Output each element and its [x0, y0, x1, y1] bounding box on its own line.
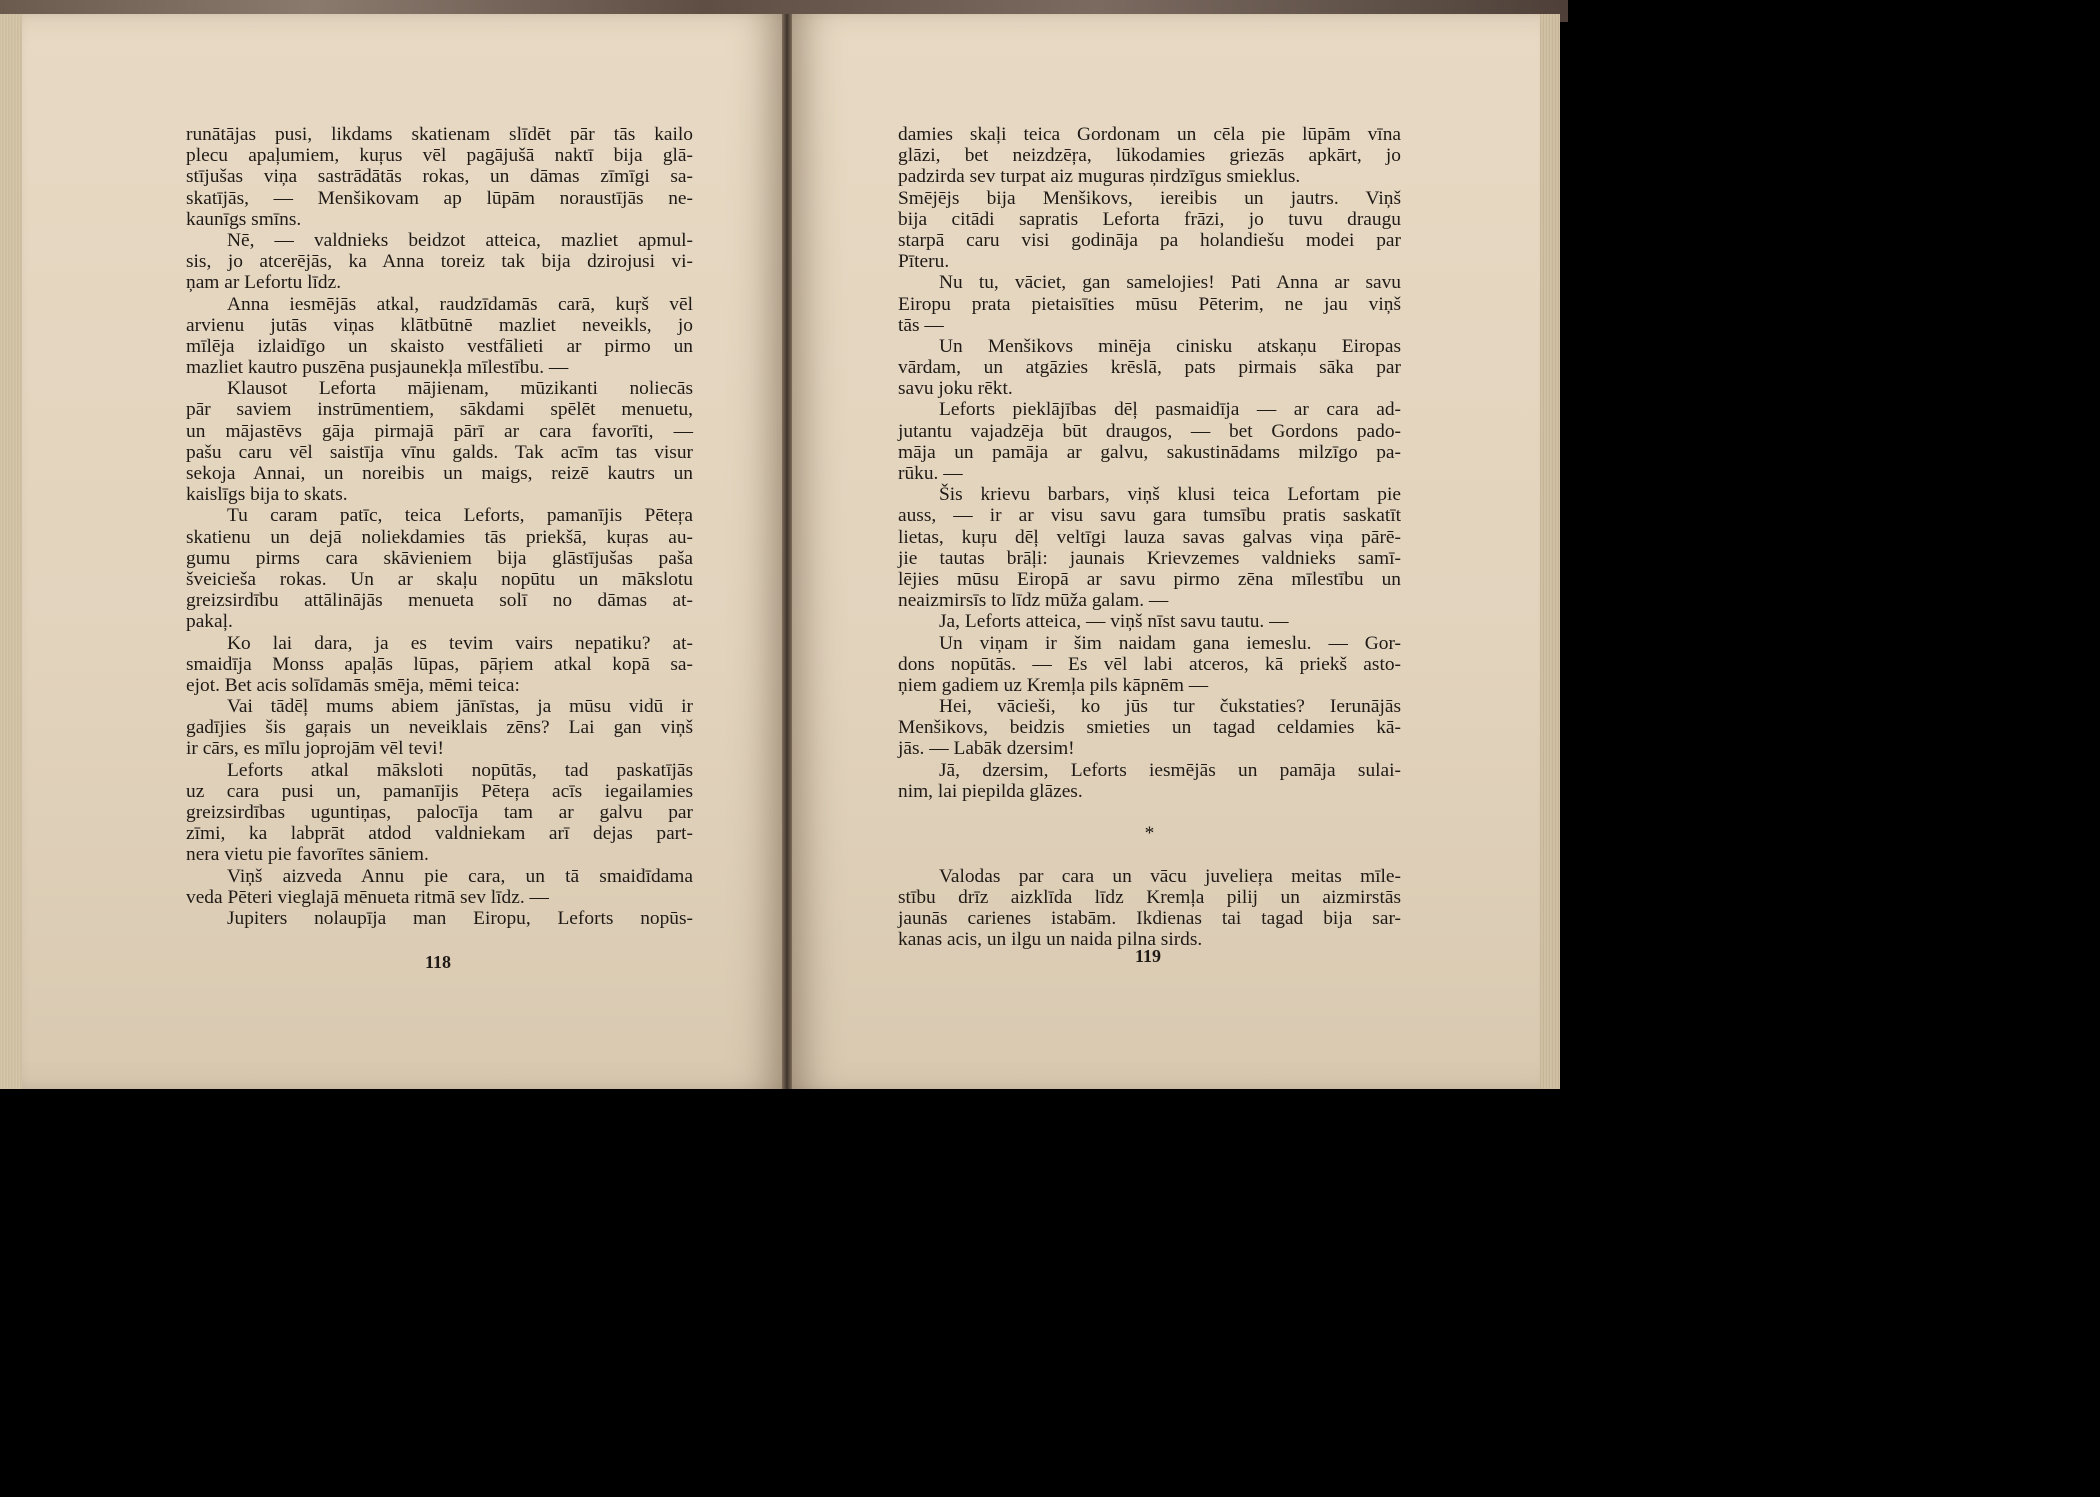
text-line: mazliet kautro puszēna pusjaunekļa mīlestību. —	[186, 357, 569, 379]
page-number-left: 118	[425, 952, 452, 972]
text-line: kanas acis, un ilgu un naida pilna sirds.	[898, 929, 1203, 951]
text-line: pakaļ.	[186, 611, 233, 633]
text-line: Viņš aizveda Annu pie cara, un tā smaidīdama	[227, 865, 693, 887]
text-line: damies skaļi teica Gordonam un cēla pie lūpām vīna	[898, 124, 1401, 145]
text-line: gadījies šis gaŗais un neveiklais zēns? Lai gan viņš	[186, 717, 693, 739]
text-line: skatījās, — Menšikovam ap lūpām noraustījās ne-	[186, 187, 693, 209]
text-line: rūku. —	[898, 463, 963, 484]
text-line: plecu apaļumiem, kuŗus vēl pagājušā naktī bija glā-	[186, 145, 693, 167]
text-line: sis, jo atcerējās, ka Anna toreiz tak bija dzirojusi vi-	[186, 251, 693, 273]
text-line: Klausot Leforta mājienam, mūzikanti noliecās	[227, 378, 693, 400]
text-line: padzirda sev turpat aiz muguras ņirdzīgus smieklus.	[898, 166, 1301, 188]
text-line: Un Menšikovs minēja cinisku atskaņu Eiropas	[939, 335, 1401, 357]
text-line: mīlēja izlaidīgo un skaisto vestfālieti ar pirmo un	[186, 335, 693, 357]
blank-line	[898, 802, 1401, 823]
book-gutter	[782, 14, 792, 1089]
text-line: Menšikovs, beidzis smieties un tagad celdamies kā-	[898, 717, 1401, 739]
text-line: stījušas viņa sastrādātās rokas, un dāmas zīmīgi sa-	[186, 166, 693, 188]
text-line: jās. — Labāk dzersim!	[898, 738, 1075, 760]
text-line: stību drīz aizklīda līdz Kremļa pilij un aizmirstās	[898, 886, 1401, 908]
text-line: kaunīgs smīns.	[186, 208, 302, 230]
text-line: gumu pirms cara skāvieniem bija glāstījušas paša	[186, 547, 693, 569]
right-page-stack-edge	[1540, 14, 1560, 1089]
text-line: lējies mūsu Eiropā ar savu pirmo zēna mīlestību un	[898, 568, 1401, 590]
text-line: auss, — ir ar visu savu gara tumsību pratis saskatīt	[898, 505, 1401, 527]
right-page-text	[898, 124, 1401, 950]
text-line: Anna iesmējās atkal, raudzīdamās carā, kuŗš vēl	[227, 293, 693, 315]
text-line: Jupiters nolaupīja man Eiropu, Leforts nopūs-	[227, 907, 693, 929]
text-line: Eiropu prata pietaisīties mūsu Pēterim, ne jau viņš	[898, 293, 1401, 315]
text-line: Un viņam ir šim naidam gana iemeslu. — Gor-	[939, 632, 1401, 654]
text-line: neaizmirsīs to līdz mūža galam. —	[898, 590, 1169, 612]
text-line: nera vietu pie favorītes sāniem.	[186, 844, 429, 866]
text-line: uz cara pusi un, pamanījis Pēteŗa acīs iegailamies	[186, 780, 693, 802]
text-line: bija citādi sapratis Leforta frāzi, jo tuvu draugu	[898, 208, 1401, 230]
text-line: Smējējs bija Menšikovs, iereibis un jautrs. Viņš	[898, 187, 1401, 209]
text-line: sekoja Annai, un noreibis un maigs, reizē kautrs un	[186, 463, 693, 484]
text-line: Pīteru.	[898, 251, 950, 273]
text-line: jaunās carienes istabām. Ikdienas tai tagad bija sar-	[898, 907, 1401, 929]
text-line: Jā, dzersim, Leforts iesmējās un pamāja sulai-	[939, 759, 1401, 781]
text-line: Ja, Leforts atteica, — viņš nīst savu tautu. —	[939, 611, 1289, 633]
page-number-right: 119	[1135, 946, 1162, 966]
left-page-stack-edge	[0, 14, 22, 1089]
text-line: ņiem gadiem uz Kremļa pils kāpnēm —	[898, 674, 1209, 696]
text-line: un mājastēvs gāja pirmajā pārī ar cara favorīti, —	[186, 420, 693, 442]
text-line: greizsirdību attālinājās menueta solī no dāmas at-	[186, 590, 693, 612]
text-line: greizsirdības uguntiņas, palocīja tam ar galvu par	[186, 802, 693, 823]
text-line: lietas, kuŗu dēļ veltīgi lauza savas galvas viņa pārē-	[898, 526, 1401, 548]
text-line: Valodas par cara un vācu juvelieŗa meitas mīle-	[939, 865, 1401, 887]
text-line: glāzi, bet neizdzēŗa, lūkodamies griezās apkārt, jo	[898, 145, 1401, 167]
blank-line	[898, 844, 1401, 865]
section-separator: *	[1144, 823, 1155, 845]
text-line: kaislīgs bija to skats.	[186, 484, 348, 506]
text-line: smaidīja Monss apaļās lūpas, pāŗiem atkal kopā sa-	[186, 653, 693, 675]
text-line: vārdam, un atgāzies krēslā, pats pirmais sāka par	[898, 357, 1401, 379]
text-line: šveicieša rokas. Un ar skaļu nopūtu un mākslotu	[186, 568, 693, 590]
text-line: Leforts pieklājības dēļ pasmaidīja — ar cara ad-	[939, 399, 1401, 421]
text-line: Šis krievu barbars, viņš klusi teica Lefortam pie	[939, 484, 1401, 506]
text-line: ņam ar Lefortu līdz.	[186, 272, 342, 294]
text-line: Ko lai dara, ja es tevim vairs nepatiku? at-	[227, 632, 693, 654]
text-line: Nē, — valdnieks beidzot atteica, mazliet apmul-	[227, 229, 693, 251]
text-line: pār saviem instrūmentiem, sākdami spēlēt menuetu,	[186, 399, 693, 421]
text-line: jie tautas brāļi: jaunais Krievzemes valdnieks samī-	[898, 547, 1401, 569]
text-line: nim, lai piepilda glāzes.	[898, 780, 1083, 802]
text-line: ejot. Bet acis solīdamās smēja, mēmi teica:	[186, 674, 520, 696]
text-line: zīmi, ka labprāt atdod valdniekam arī dejas part-	[186, 823, 693, 845]
text-line: Nu tu, vāciet, gan samelojies! Pati Anna ar savu	[939, 272, 1401, 294]
text-line: veda Pēteri vieglajā mēnueta ritmā sev līdz. —	[186, 886, 549, 908]
text-line: ir cārs, es mīlu joprojām vēl tevi!	[186, 738, 444, 760]
text-line: jutantu vajadzēja būt draugos, — bet Gordons pado-	[898, 420, 1401, 442]
text-line: Vai tādēļ mums abiem jānīstas, ja mūsu vidū ir	[227, 696, 693, 718]
text-line: māja un pamāja ar galvu, sakustinādams milzīgo pa-	[898, 441, 1401, 463]
text-line: pašu caru vēl saistīja vīnu galds. Tak acīm tas visur	[186, 441, 693, 463]
text-line: runātājas pusi, likdams skatienam slīdēt pār tās kailo	[186, 124, 693, 145]
text-line: Leforts atkal māksloti nopūtās, tad paskatījās	[227, 759, 693, 781]
text-line: dons nopūtās. — Es vēl labi atceros, kā priekš asto-	[898, 653, 1401, 675]
text-line: starpā caru visi godināja pa holandiešu modei par	[898, 229, 1401, 251]
text-line: Tu caram patīc, teica Leforts, pamanījis Pēteŗa	[227, 505, 693, 527]
text-line: Hei, vācieši, ko jūs tur čukstaties? Ierunājās	[939, 696, 1401, 718]
text-line: skatienu un dejā noliekdamies tās priekšā, kuŗas au-	[186, 526, 693, 548]
text-line: tās —	[898, 314, 944, 336]
left-page-text	[186, 124, 693, 929]
text-line: arvienu jutās viņas klātbūtnē mazliet neveikls, jo	[186, 314, 693, 336]
text-line: savu joku rēkt.	[898, 378, 1013, 400]
